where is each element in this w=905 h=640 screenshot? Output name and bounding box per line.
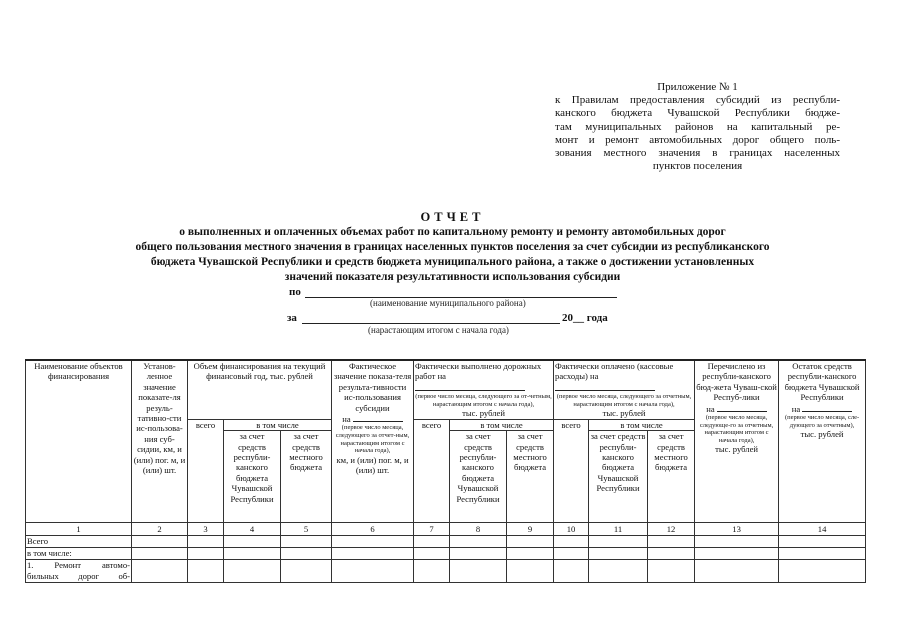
table-cell[interactable]: [188, 536, 224, 548]
col-total-header: всего: [414, 419, 450, 522]
col-incl-header: в том числе: [589, 419, 695, 430]
column-number: 2: [132, 523, 188, 536]
table-cell[interactable]: [450, 560, 507, 583]
header-row: [26, 360, 866, 419]
table-cell[interactable]: [332, 548, 414, 560]
column-number: 10: [554, 523, 589, 536]
table-cell[interactable]: [281, 536, 332, 548]
col-rep-funds-header: за счет средств республи-канского бюджета Чувашской Республики: [224, 431, 281, 523]
column-number: 6: [332, 523, 414, 536]
table-cell[interactable]: [695, 560, 779, 583]
column-number: 12: [648, 523, 695, 536]
table-cell[interactable]: [589, 548, 648, 560]
table-cell[interactable]: [224, 548, 281, 560]
col-rep-funds-header: за счет средств республи-канского бюджета Чувашской Республики: [589, 431, 648, 523]
report-heading: ОТЧЕТ: [420, 210, 485, 224]
column-number: 1: [26, 523, 132, 536]
period-field[interactable]: [302, 323, 560, 324]
row-label-item1: 1. Ремонт автомо- бильных дорог об-: [26, 560, 132, 583]
col-transferred-header: Перечислено из республи-канского бюд-жета Чуваш-ской Респуб-лики на (первое число месяца, следующе-го за отчетным, нарастающим итогом с начала года), тыс. рублей: [695, 360, 779, 523]
table-cell[interactable]: [450, 548, 507, 560]
municipality-caption: (наименование муниципального района): [370, 298, 526, 308]
col-rep-funds-header: за счет средств республи-канского бюджета Чувашской Республики: [450, 431, 507, 523]
table-cell[interactable]: [188, 548, 224, 560]
appendix-line: зования местного значения в границах населенных: [555, 147, 840, 160]
table-cell[interactable]: [507, 548, 554, 560]
col-balance-header: Остаток средств республи-канского бюджета Чувашской Республики на (первое число месяца, сле-дующего за отчетным), тыс. рублей: [779, 360, 866, 523]
col-mun-funds-header: за счет средств местного бюджета: [281, 431, 332, 523]
table-cell[interactable]: [414, 560, 450, 583]
table-cell[interactable]: [695, 536, 779, 548]
column-number: 4: [224, 523, 281, 536]
column-number-row: [26, 523, 866, 536]
table-row: [26, 536, 866, 548]
col-actual-value-header: Фактическое значение показа-теля результа-тивности ис-пользования субсидии на (первое число месяца, следующего за отчет-ным, нарастающим итогом с начала года), км, и (или) пог. м, и (или) шт.: [332, 360, 414, 523]
appendix-line: монт и ремонт автомобильных дорог общего поль-: [555, 133, 840, 146]
table-cell[interactable]: [779, 536, 866, 548]
table-cell[interactable]: [332, 560, 414, 583]
col-name-header: Наименование объектов финансирования: [26, 360, 132, 523]
table-cell[interactable]: [695, 548, 779, 560]
col-volume-header: Объем финансирования на текущий финансовый год, тыс. рублей: [188, 360, 332, 419]
appendix-line: там муниципальных районов на капитальный ре-: [555, 120, 840, 133]
appendix-line: к Правилам предоставления субсидий из республи-: [555, 94, 840, 107]
col-target-header: Установ-ленное значение показате-ля резуль-тативно-сти ис-пользова-ния суб-сидии, км, и (или) пог. м, и (или) шт.: [132, 360, 188, 523]
appendix-line: пунктов поселения: [652, 160, 743, 173]
column-number: 7: [414, 523, 450, 536]
table-cell[interactable]: [132, 548, 188, 560]
report-title-line: о выполненных и оплаченных объемах работ по капитальному ремонту и ремонту автомобильных дорог: [179, 226, 726, 238]
table-cell[interactable]: [648, 560, 695, 583]
col-total-header: всего: [188, 419, 224, 522]
col-mun-funds-header: за счет средств местного бюджета: [507, 431, 554, 523]
table-cell[interactable]: [648, 548, 695, 560]
table-cell[interactable]: [648, 536, 695, 548]
column-number: 5: [281, 523, 332, 536]
table-cell[interactable]: [414, 548, 450, 560]
za-label: за: [287, 312, 297, 324]
appendix-block: [555, 81, 840, 173]
table-cell[interactable]: [779, 560, 866, 583]
appendix-line: канского бюджета Чувашской Республики бюдже-: [555, 107, 840, 120]
report-table: [25, 359, 866, 583]
period-caption: (нарастающим итогом с начала года): [368, 325, 509, 335]
col-mun-funds-header: за счет средств местного бюджета: [648, 431, 695, 523]
column-number: 3: [188, 523, 224, 536]
col-paid-header: Фактически оплачено (кассовые расходы) на (первое число месяца, следующего за отчетным, нарастающим итогом с начала года), тыс. рублей: [554, 360, 695, 419]
year-label: 20__ года: [562, 312, 608, 324]
report-title-line: бюджета Чувашской Республики и средств бюджета муниципального района, а также о достижении установленных: [150, 256, 755, 268]
column-number: 9: [507, 523, 554, 536]
table-cell[interactable]: [589, 536, 648, 548]
column-number: 8: [450, 523, 507, 536]
table-cell[interactable]: [554, 548, 589, 560]
po-label: по: [289, 286, 301, 298]
table-cell[interactable]: [281, 560, 332, 583]
appendix-title: Приложение № 1: [657, 81, 738, 93]
table-row: [26, 548, 866, 560]
col-incl-header: в том числе: [450, 419, 554, 430]
table-cell[interactable]: [779, 548, 866, 560]
table-cell[interactable]: [224, 560, 281, 583]
report-title-line: значений показателя результативности использования субсидии: [284, 271, 621, 283]
table-row: [26, 560, 866, 583]
table-cell[interactable]: [589, 560, 648, 583]
table-cell[interactable]: [132, 560, 188, 583]
table-cell[interactable]: [188, 560, 224, 583]
table-cell[interactable]: [450, 536, 507, 548]
col-total-header: всего: [554, 419, 589, 522]
col-incl-header: в том числе: [224, 419, 332, 430]
table-cell[interactable]: [224, 536, 281, 548]
column-number: 14: [779, 523, 866, 536]
col-done-header: Фактически выполнено дорожных работ на (первое число месяца, следующего за от-четным, нарастающим итогом с начала года), тыс. рублей: [415, 361, 552, 419]
table-cell[interactable]: [332, 536, 414, 548]
table-cell[interactable]: [414, 536, 450, 548]
table-cell[interactable]: [507, 560, 554, 583]
row-label-total: Всего: [26, 536, 132, 548]
table-cell[interactable]: [554, 560, 589, 583]
table-cell[interactable]: [554, 536, 589, 548]
row-label-incl: в том числе:: [26, 548, 132, 560]
table-cell[interactable]: [132, 536, 188, 548]
report-title-block: [0, 210, 905, 285]
table-cell[interactable]: [507, 536, 554, 548]
column-number: 11: [589, 523, 648, 536]
column-number: 13: [695, 523, 779, 536]
table-cell[interactable]: [281, 548, 332, 560]
report-title-line: общего пользования местного значения в границах населенных пунктов поселения за счет субсидии из республиканского: [135, 241, 770, 253]
